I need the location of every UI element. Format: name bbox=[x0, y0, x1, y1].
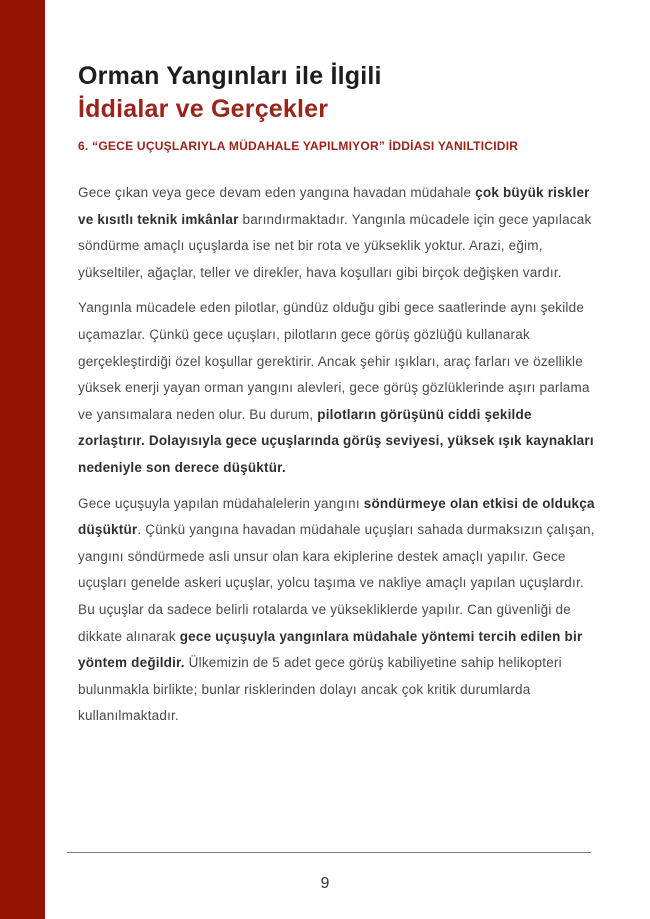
emphasis-text: çok büyük riskler ve kısıtlı teknik imkânlar bbox=[78, 185, 590, 227]
regular-text: . Çünkü yangına havadan müdahale uçuşları sahada durmaksızın çalışan, yangını söndürmede asli unsur olan kara ekiplerine destek amaçlı yapılır. Gece uçuşları genelde askeri uçuşlar, yolcu taşıma ve nakliye amaçlı yapılan uçuşlardır. Bu uçuşlar da sadece belirli rotalarda ve yüksekliklerde yapılır. Can güvenliği de dikkate alınarak bbox=[78, 522, 595, 644]
page-title-line-2: İddialar ve Gerçekler bbox=[78, 95, 329, 123]
footer-divider bbox=[67, 852, 591, 853]
page-title-line-1: Orman Yangınları ile İlgili bbox=[78, 62, 382, 90]
body-text bbox=[78, 180, 595, 730]
section-heading: 6. “GECE UÇUŞLARIYLA MÜDAHALE YAPILMIYOR” İDDİASI YANILTICIDIR bbox=[78, 139, 519, 153]
left-accent-bar bbox=[0, 0, 45, 919]
regular-text: barındırmaktadır. Yangınla mücadele için gece yapılacak söndürme amaçlı uçuşlarda ise net bir rota ve yükseklik yoktur. Arazi, eğim, yükseltiler, ağaçlar, teller ve direkler, hava koşulları gibi birçok değişken vardır. bbox=[78, 211, 592, 280]
paragraph-2 bbox=[78, 295, 595, 481]
page-number: 9 bbox=[320, 875, 330, 892]
page-title bbox=[78, 60, 595, 126]
paragraph-1 bbox=[78, 180, 595, 286]
regular-text: Gece uçuşuyla yapılan müdahalelerin yangını bbox=[78, 495, 364, 511]
regular-text: Ülkemizin de 5 adet gece görüş kabiliyetine sahip helikopteri bulunmakla birlikte; bunlar risklerinden dolayı ancak çok kritik durumlarda kullanılmaktadır. bbox=[78, 655, 562, 724]
paragraph-3 bbox=[78, 491, 595, 730]
regular-text: Yangınla mücadele eden pilotlar, gündüz olduğu gibi gece saatlerinde aynı şekilde uçamazlar. Çünkü gece uçuşları, pilotların gece görüş gözlüğü kullanarak gerçekleştirdiği özel koşullar gerektirir. Ancak şehir ışıkları, araç farları ve özellikle yüksek enerji yayan orman yangını alevleri, gece görüş gözlüklerinde aşırı parlama ve yansımalara neden olur. Bu durum, bbox=[78, 300, 590, 422]
emphasis-text: pilotların görüşünü ciddi şekilde zorlaştırır. Dolayısıyla gece uçuşlarında görüş seviyesi, yüksek ışık kaynakları nedeniyle son derece düşüktür. bbox=[78, 406, 594, 475]
regular-text: Gece çıkan veya gece devam eden yangına havadan müdahale bbox=[78, 185, 476, 200]
page-content bbox=[78, 60, 595, 739]
emphasis-text: gece uçuşuyla yangınlara müdahale yöntemi tercih edilen bir yöntem değildir. bbox=[78, 628, 583, 671]
emphasis-text: söndürmeye olan etkisi de oldukça düşüktür bbox=[78, 495, 595, 538]
